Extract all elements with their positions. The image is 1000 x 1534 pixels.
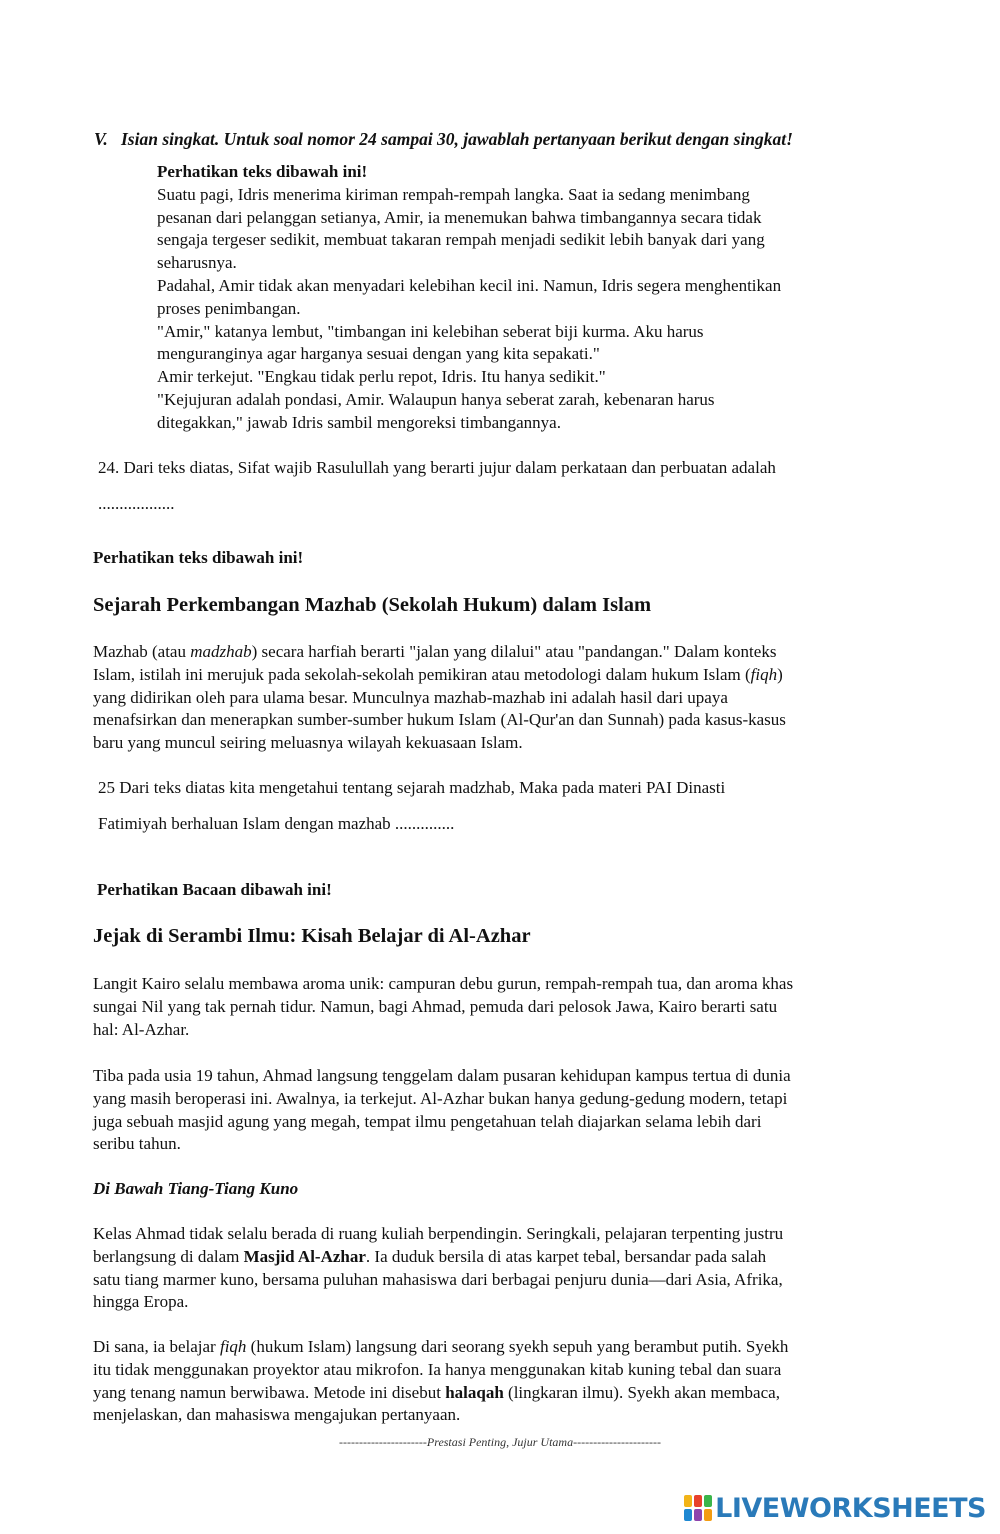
bold-term: Masjid Al-Azhar — [243, 1246, 366, 1266]
logo-square — [694, 1495, 702, 1507]
italic-term: fiqh — [750, 664, 778, 684]
passage-1-line: "Amir," katanya lembut, "timbangan ini kelebihan seberat biji kurma. Aku harus — [157, 321, 704, 341]
logo-square — [684, 1509, 692, 1521]
passage-2-heading: Perhatikan teks dibawah ini! — [93, 548, 304, 567]
passage-1-line: Suatu pagi, Idris menerima kiriman rempah-rempah langka. Saat ia sedang menimbang — [157, 184, 750, 204]
text-line: menjelaskan, dan mahasiswa mengajukan pertanyaan. — [93, 1405, 461, 1425]
text-line: sungai Nil yang tak pernah tidur. Namun, bagi Ahmad, pemuda dari pelosok Jawa, Kairo berarti satu — [93, 996, 778, 1016]
passage-1-line: "Kejujuran adalah pondasi, Amir. Walaupun hanya seberat zarah, kebenaran harus — [157, 389, 715, 409]
passage-1-line: sengaja tergeser sedikit, membuat takaran rempah menjadi sedikit lebih banyak dari yang — [157, 230, 765, 250]
text-line: seribu tahun. — [93, 1134, 181, 1154]
text-line: hal: Al-Azhar. — [93, 1019, 190, 1039]
text-span: Mazhab (atau — [93, 642, 191, 661]
passage-3-paragraph-2 — [93, 1065, 908, 1156]
section-instruction: Isian singkat. Untuk soal nomor 24 sampai 30, jawablah pertanyaan berikut dengan singkat! — [121, 129, 793, 149]
text-line: yang didirikan oleh para ulama besar. Munculnya mazhab-mazhab ini adalah hasil dari upaya — [93, 687, 728, 707]
text-line: juga sebuah masjid agung yang megah, tempat ilmu pengetahuan telah diajarkan selama lebih dari — [93, 1111, 762, 1131]
logo-square — [704, 1509, 712, 1521]
liveworksheets-logo[interactable] — [684, 1488, 986, 1528]
text-line: Tiba pada usia 19 tahun, Ahmad langsung tenggelam dalam pusaran kehidupan kampus tertua di dunia — [93, 1066, 791, 1085]
passage-1-line: Amir terkejut. "Engkau tidak perlu repot, Idris. Itu hanya sedikit." — [157, 367, 606, 387]
passage-1-line: menguranginya agar harganya sesuai dengan yang kita sepakati." — [157, 344, 600, 364]
logo-icon — [684, 1495, 712, 1521]
text-line: Langit Kairo selalu membawa aroma unik: campuran debu gurun, rempah-rempah tua, dan aroma khas — [93, 974, 794, 993]
question-25-line-2[interactable]: Fatimiyah berhaluan Islam dengan mazhab .............. — [98, 814, 455, 833]
logo-square — [694, 1509, 702, 1521]
text-line: menafsirkan dan menerapkan sumber-sumber hukum Islam (Al-Qur'an dan Sunnah) pada kasus-kasus — [93, 710, 786, 730]
section-number: V. — [94, 129, 108, 149]
text-line: Kelas Ahmad tidak selalu berada di ruang kuliah berpendingin. Seringkali, pelajaran terpenting justru — [93, 1224, 784, 1243]
passage-2-title: Sejarah Perkembangan Mazhab (Sekolah Hukum) dalam Islam — [93, 594, 652, 616]
text-span: Di sana, ia belajar — [93, 1337, 220, 1356]
text-span: berlangsung di dalam — [93, 1246, 244, 1266]
passage-1-heading: Perhatikan teks dibawah ini! — [157, 162, 368, 181]
text-line: baru yang muncul seiring meluasnya wilayah kekuasaan Islam. — [93, 733, 523, 753]
passage-3-title: Jejak di Serambi Ilmu: Kisah Belajar di Al-Azhar — [93, 925, 531, 947]
passage-3-heading: Perhatikan Bacaan dibawah ini! — [97, 880, 332, 899]
text-span: (hukum Islam) langsung dari seorang syekh sepuh yang berambut putih. Syekh — [246, 1337, 789, 1356]
passage-3-paragraph-4 — [93, 1336, 908, 1427]
passage-2-paragraph — [93, 641, 903, 755]
passage-1-line: ditegakkan," jawab Idris sambil mengoreksi timbangannya. — [157, 412, 561, 432]
bold-term: halaqah — [445, 1382, 504, 1402]
passage-1-line: seharusnya. — [157, 253, 237, 273]
text-line: itu tidak menggunakan proyektor atau mikrofon. Ia hanya menggunakan kitab kuning tebal dan suara — [93, 1359, 782, 1379]
passage-1 — [157, 161, 897, 435]
question-24-answer-blank[interactable]: .................. — [98, 494, 175, 513]
section-title — [94, 129, 793, 150]
passage-1-line: pesanan dari pelanggan setianya, Amir, ia menemukan bahwa timbangannya secara tidak — [157, 207, 762, 227]
logo-text: LIVEWORKSHEETS — [715, 1492, 986, 1524]
text-line: satu tiang marmer kuno, bersama puluhan mahasiswa dari berbagai penjuru dunia—dari Asia, Afrika, — [93, 1269, 783, 1289]
italic-term: madzhab — [190, 642, 252, 661]
passage-1-line: Padahal, Amir tidak akan menyadari kelebihan kecil ini. Namun, Idris segera menghentikan — [157, 275, 782, 295]
passage-3-paragraph-1 — [93, 973, 908, 1041]
logo-square — [684, 1495, 692, 1507]
text-span: Islam, istilah ini merujuk pada sekolah-sekolah pemikiran atau metodologi dalam hukum Islam ( — [93, 664, 751, 684]
text-line: hingga Eropa. — [93, 1292, 189, 1312]
question-25-line-1: 25 Dari teks diatas kita mengetahui tentang sejarah madzhab, Maka pada materi PAI Dinasti — [98, 778, 726, 797]
text-span: yang tenang namun berwibawa. Metode ini disebut — [93, 1382, 446, 1402]
text-line: yang masih beroperasi ini. Awalnya, ia terkejut. Al-Azhar bukan hanya gedung-gedung modern, tetapi — [93, 1088, 788, 1108]
logo-square — [704, 1495, 712, 1507]
passage-3-paragraph-3 — [93, 1223, 908, 1314]
text-span: ) secara harfiah berarti "jalan yang dilalui" atau "pandangan." Dalam konteks — [251, 642, 777, 661]
question-24: 24. Dari teks diatas, Sifat wajib Rasulullah yang berarti jujur dalam perkataan dan perbuatan adalah — [98, 458, 776, 477]
text-span: (lingkaran ilmu). Syekh akan membaca, — [503, 1382, 780, 1402]
text-span: ) — [777, 664, 783, 684]
italic-term: fiqh — [219, 1337, 247, 1356]
text-span: . Ia duduk bersila di atas karpet tebal, bersandar pada salah — [365, 1246, 767, 1266]
passage-1-line: proses penimbangan. — [157, 298, 301, 318]
passage-3-subheading: Di Bawah Tiang-Tiang Kuno — [93, 1179, 299, 1198]
page-footer: ----------------------Prestasi Penting, Jujur Utama---------------------- — [338, 1435, 662, 1449]
